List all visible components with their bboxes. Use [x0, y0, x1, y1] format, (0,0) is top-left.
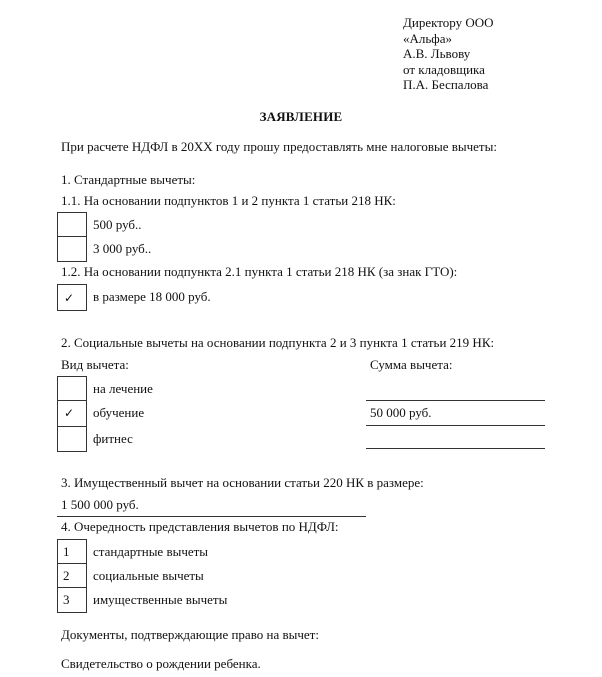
addressee-line: А.В. Львову [403, 46, 471, 61]
check-icon: ✓ [64, 406, 75, 420]
property-deduction-amount: 1 500 000 руб. [61, 497, 139, 512]
section4-order-boxes [57, 539, 87, 613]
addressee-line: «Альфа» [403, 30, 452, 46]
order-label: имущественные вычеты [93, 592, 228, 607]
order-label: стандартные вычеты [93, 544, 209, 559]
order-number: 1 [63, 544, 70, 559]
section1-1-heading: 1.1. На основании подпунктов 1 и 2 пункта 1 статьи 218 НК: [61, 193, 396, 208]
checkbox-500[interactable] [58, 213, 86, 237]
section1-1-checkbox-group [57, 212, 87, 262]
section2-heading: 2. Социальные вычеты на основании подпункта 2 и 3 пункта 1 статьи 219 НК: [61, 335, 495, 350]
deduction-amount: 50 000 руб. [370, 405, 432, 420]
intro-text: При расчете НДФЛ в 20ХХ году прошу предоставлять мне налоговые вычеты: [61, 139, 497, 154]
addressee-block [403, 15, 494, 93]
amount-line-treatment [366, 400, 545, 401]
deduction-type: обучение [93, 405, 145, 420]
order-number: 2 [63, 568, 70, 583]
amount-line-education [366, 425, 545, 426]
amount-line-property [57, 516, 366, 517]
check-icon: ✓ [64, 291, 75, 305]
order-number: 3 [63, 592, 70, 607]
option-label: 500 руб.. [93, 217, 142, 232]
section1-2-checkbox-group [57, 284, 87, 311]
addressee-line: П.А. Беспалова [403, 77, 489, 92]
order-box[interactable] [58, 588, 86, 612]
order-label: социальные вычеты [93, 568, 204, 583]
section2-checkbox-group [57, 376, 87, 452]
documents-heading: Документы, подтверждающие право на вычет: [61, 627, 319, 642]
document-item: Свидетельство о рождении ребенка. [61, 656, 261, 671]
checkbox-treatment[interactable] [58, 377, 86, 401]
order-box[interactable] [58, 540, 86, 564]
option-label: 3 000 руб.. [93, 241, 152, 256]
addressee-line: Директору ООО [403, 15, 494, 30]
checkbox-fitness[interactable] [58, 427, 86, 451]
addressee-line: от кладовщика [403, 61, 485, 77]
order-box[interactable] [58, 564, 86, 588]
checkbox-gto[interactable] [58, 285, 86, 310]
document-title: ЗАЯВЛЕНИЕ [259, 109, 343, 124]
option-label: в размере 18 000 руб. [93, 289, 211, 304]
section4-heading: 4. Очередность представления вычетов по НДФЛ: [61, 519, 339, 534]
deduction-type: на лечение [93, 381, 153, 396]
checkbox-3000[interactable] [58, 237, 86, 261]
deduction-amount-label: Сумма вычета: [370, 357, 453, 372]
section1-2-heading: 1.2. На основании подпункта 2.1 пункта 1 статьи 218 НК (за знак ГТО): [61, 264, 458, 279]
deduction-type: фитнес [93, 431, 133, 446]
amount-line-fitness [366, 448, 545, 449]
deduction-type-label: Вид вычета: [61, 357, 129, 372]
section3-heading: 3. Имущественный вычет на основании статьи 220 НК в размере: [61, 475, 424, 490]
section1-heading: 1. Стандартные вычеты: [61, 172, 196, 187]
checkbox-education[interactable] [58, 401, 86, 427]
